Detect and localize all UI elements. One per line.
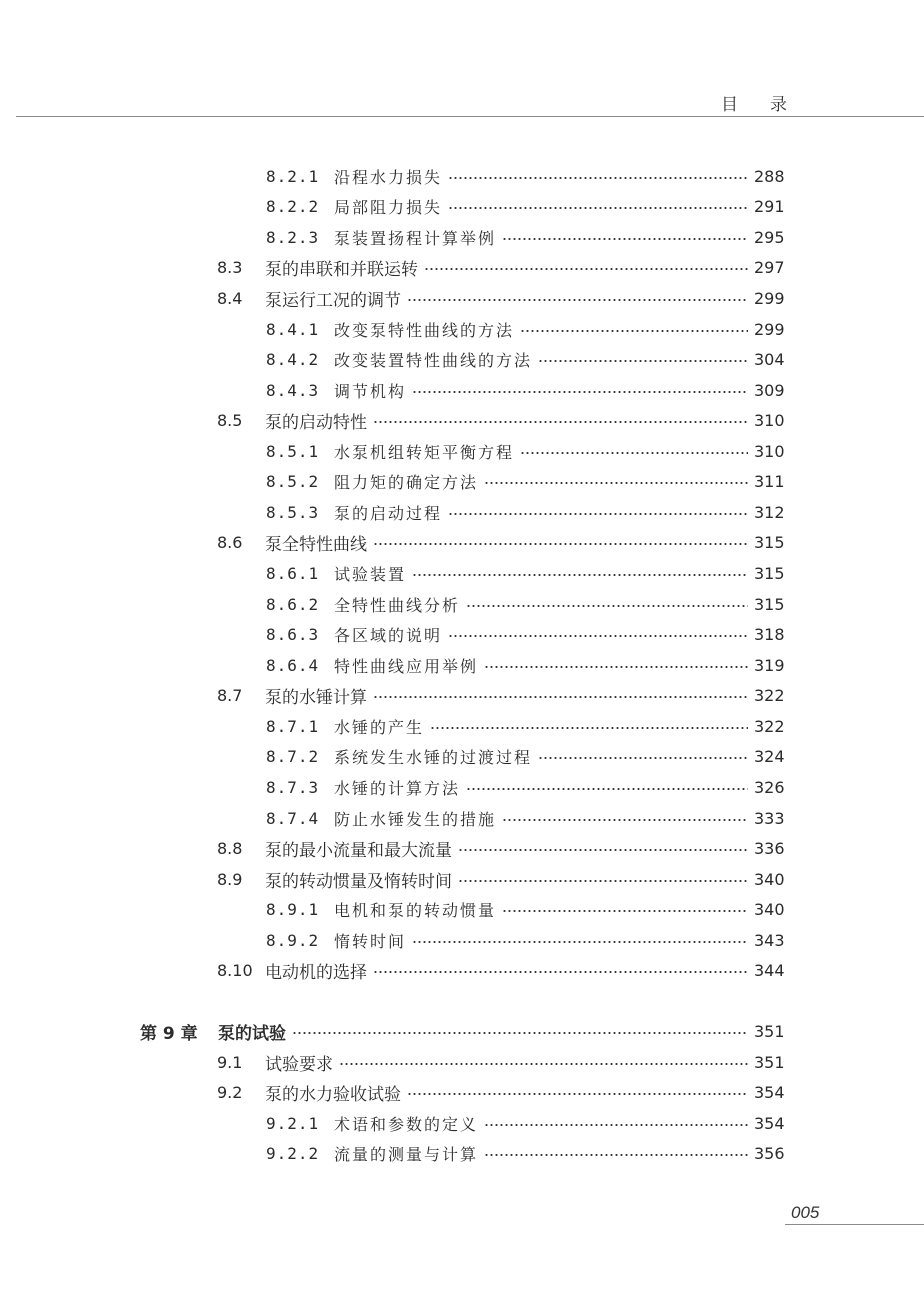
toc-entry-page: 304 <box>754 349 785 369</box>
toc-entry-title: 试验要求 <box>265 1054 333 1075</box>
toc-section-entry[interactable] <box>217 254 784 280</box>
toc-subsection-entry[interactable] <box>266 805 784 831</box>
toc-entry-page: 340 <box>754 899 785 919</box>
toc-section-entry[interactable] <box>217 285 784 311</box>
toc-entry-title: 各区域的说明 <box>334 625 443 645</box>
toc-section-entry[interactable] <box>217 957 784 983</box>
dot-leader <box>466 605 748 607</box>
toc-entry-title: 泵的试验 <box>218 1023 286 1044</box>
toc-entry-page: 310 <box>754 410 785 430</box>
dot-leader <box>458 880 748 882</box>
toc-entry-number: 8.8 <box>217 838 243 858</box>
toc-entry-title: 泵全特性曲线 <box>265 534 367 555</box>
toc-entry-number: 8.2.3 <box>266 227 320 247</box>
toc-entry-title: 电动机的选择 <box>265 962 367 983</box>
toc-subsection-entry[interactable] <box>266 377 784 403</box>
dot-leader <box>373 971 748 973</box>
toc-entry-page: 310 <box>754 441 785 461</box>
toc-entry-number: 8.7 <box>217 685 243 705</box>
toc-entry-page: 315 <box>754 563 785 583</box>
toc-entry-number: 8.5.2 <box>266 471 320 491</box>
toc-entry-page: 288 <box>754 166 785 186</box>
dot-leader <box>448 177 748 179</box>
toc-subsection-entry[interactable] <box>266 1110 784 1136</box>
dot-leader <box>484 1124 748 1126</box>
toc-entry-number: 8.4 <box>217 288 243 308</box>
toc-entry-number: 9.2.1 <box>266 1113 320 1133</box>
toc-entry-title: 水泵机组转矩平衡方程 <box>334 442 515 462</box>
toc-entry-title: 调节机构 <box>334 381 407 401</box>
toc-chapter-entry[interactable] <box>140 1018 784 1044</box>
toc-entry-page: 318 <box>754 624 785 644</box>
dot-leader <box>520 330 748 332</box>
toc-entry-title: 泵装置扬程计算举例 <box>334 228 497 248</box>
toc-subsection-entry[interactable] <box>266 896 784 922</box>
dot-leader <box>448 635 748 637</box>
dot-leader <box>520 452 748 454</box>
toc-entry-title: 全特性曲线分析 <box>334 595 461 615</box>
dot-leader <box>373 421 748 423</box>
running-header <box>721 90 787 115</box>
toc-entry-number: 9.1 <box>217 1052 243 1072</box>
toc-entry-page: 336 <box>754 838 785 858</box>
dot-leader <box>538 360 748 362</box>
dot-leader <box>407 1093 748 1095</box>
toc-entry-title: 泵的水力验收试验 <box>265 1084 401 1105</box>
toc-entry-title: 水锤的产生 <box>334 717 425 737</box>
dot-leader <box>484 482 748 484</box>
toc-entry-number: 8.6.2 <box>266 594 320 614</box>
toc-subsection-entry[interactable] <box>266 713 784 739</box>
dot-leader <box>339 1063 748 1065</box>
toc-section-entry[interactable] <box>217 682 784 708</box>
toc-entry-title: 泵的启动过程 <box>334 503 443 523</box>
toc-section-entry[interactable] <box>217 1049 784 1075</box>
toc-entry-number: 8.7.3 <box>266 777 320 797</box>
dot-leader <box>448 207 748 209</box>
toc-section-entry[interactable] <box>217 407 784 433</box>
toc-entry-page: 319 <box>754 655 785 675</box>
header-title-left: 目 <box>721 95 738 115</box>
dot-leader <box>466 788 748 790</box>
toc-section-entry[interactable] <box>217 866 784 892</box>
toc-entry-page: 351 <box>754 1021 785 1041</box>
toc-entry-title: 沿程水力损失 <box>334 167 443 187</box>
header-title-right: 录 <box>770 95 787 115</box>
toc-entry-page: 295 <box>754 227 785 247</box>
toc-entry-number: 9.2 <box>217 1082 243 1102</box>
dot-leader <box>373 696 748 698</box>
toc-entry-page: 322 <box>754 685 785 705</box>
dot-leader <box>407 299 748 301</box>
toc-entry-number: 8.3 <box>217 257 243 277</box>
toc-subsection-entry[interactable] <box>266 193 784 219</box>
dot-leader <box>484 1154 748 1156</box>
dot-leader <box>502 819 748 821</box>
toc-entry-title: 泵运行工况的调节 <box>265 290 401 311</box>
toc-subsection-entry[interactable] <box>266 774 784 800</box>
page-number: 005 <box>791 1203 820 1222</box>
toc-entry-title: 试验装置 <box>334 564 407 584</box>
toc-entry-title: 改变装置特性曲线的方法 <box>334 350 533 370</box>
toc-entry-number: 8.7.1 <box>266 716 320 736</box>
toc-entry-number: 8.6.4 <box>266 655 320 675</box>
toc-entry-title: 泵的转动惯量及惰转时间 <box>265 871 452 892</box>
toc-subsection-entry[interactable] <box>266 499 784 525</box>
toc-entry-page: 354 <box>754 1082 785 1102</box>
toc-entry-number: 第 9 章 <box>140 1023 198 1044</box>
toc-entry-title: 流量的测量与计算 <box>334 1144 479 1164</box>
toc-entry-title: 改变泵特性曲线的方法 <box>334 320 515 340</box>
toc-entry-page: 356 <box>754 1143 785 1163</box>
toc-entry-number: 8.6.1 <box>266 563 320 583</box>
toc-section-entry[interactable] <box>217 835 784 861</box>
toc-entry-title: 阻力矩的确定方法 <box>334 472 479 492</box>
toc-section-entry[interactable] <box>217 529 784 555</box>
toc-entry-page: 326 <box>754 777 785 797</box>
toc-entry-page: 291 <box>754 196 785 216</box>
toc-entry-title: 泵的最小流量和最大流量 <box>265 840 452 861</box>
toc-entry-page: 344 <box>754 960 785 980</box>
toc-entry-title: 特性曲线应用举例 <box>334 656 479 676</box>
toc-entry-number: 8.2.2 <box>266 196 320 216</box>
toc-entry-number: 8.10 <box>217 960 253 980</box>
dot-leader <box>292 1032 748 1034</box>
toc-entry-number: 8.7.2 <box>266 746 320 766</box>
dot-leader <box>430 727 748 729</box>
toc-subsection-entry[interactable] <box>266 743 784 769</box>
dot-leader <box>412 941 748 943</box>
toc-entry-page: 324 <box>754 746 785 766</box>
toc-subsection-entry[interactable] <box>266 927 784 953</box>
toc-entry-title: 防止水锤发生的措施 <box>334 809 497 829</box>
toc-entry-page: 354 <box>754 1113 785 1133</box>
toc-entry-title: 局部阻力损失 <box>334 197 443 217</box>
toc-entry-page: 309 <box>754 380 785 400</box>
toc-subsection-entry[interactable] <box>266 163 784 189</box>
toc-entry-title: 系统发生水锤的过渡过程 <box>334 747 533 767</box>
toc-entry-number: 9.2.2 <box>266 1143 320 1163</box>
toc-subsection-entry[interactable] <box>266 468 784 494</box>
dot-leader <box>373 543 748 545</box>
footer-divider <box>785 1224 924 1225</box>
toc-entry-number: 8.5.1 <box>266 441 320 461</box>
toc-subsection-entry[interactable] <box>266 652 784 678</box>
toc-entry-page: 299 <box>754 288 785 308</box>
dot-leader <box>412 574 748 576</box>
toc-entry-title: 惰转时间 <box>334 931 407 951</box>
toc-entry-title: 水锤的计算方法 <box>334 778 461 798</box>
toc-entry-page: 340 <box>754 869 785 889</box>
toc-entry-page: 315 <box>754 594 785 614</box>
toc-subsection-entry[interactable] <box>266 591 784 617</box>
toc-subsection-entry[interactable] <box>266 346 784 372</box>
toc-entry-number: 8.4.2 <box>266 349 320 369</box>
toc-entry-number: 8.9.2 <box>266 930 320 950</box>
toc-entry-page: 315 <box>754 532 785 552</box>
toc-entry-page: 311 <box>754 471 785 491</box>
toc-entry-page: 299 <box>754 319 785 339</box>
toc-entry-page: 351 <box>754 1052 785 1072</box>
dot-leader <box>502 910 748 912</box>
dot-leader <box>412 391 748 393</box>
dot-leader <box>502 238 748 240</box>
toc-subsection-entry[interactable] <box>266 621 784 647</box>
header-divider <box>16 116 924 117</box>
toc-entry-page: 343 <box>754 930 785 950</box>
dot-leader <box>458 849 748 851</box>
dot-leader <box>448 513 748 515</box>
dot-leader <box>538 757 748 759</box>
toc-subsection-entry[interactable] <box>266 316 784 342</box>
toc-entry-number: 8.6.3 <box>266 624 320 644</box>
dot-leader <box>484 666 748 668</box>
toc-entry-title: 泵的水锤计算 <box>265 687 367 708</box>
toc-subsection-entry[interactable] <box>266 560 784 586</box>
toc-entry-page: 297 <box>754 257 785 277</box>
toc-entry-title: 泵的串联和并联运转 <box>265 259 418 280</box>
toc-entry-number: 8.4.1 <box>266 319 320 339</box>
toc-entry-page: 312 <box>754 502 785 522</box>
toc-subsection-entry[interactable] <box>266 438 784 464</box>
toc-subsection-entry[interactable] <box>266 224 784 250</box>
toc-section-entry[interactable] <box>217 1079 784 1105</box>
toc-entry-number: 8.9.1 <box>266 899 320 919</box>
toc-entry-title: 电机和泵的转动惯量 <box>334 900 497 920</box>
toc-entry-number: 8.5.3 <box>266 502 320 522</box>
toc-entry-page: 333 <box>754 808 785 828</box>
toc-entry-number: 8.5 <box>217 410 243 430</box>
toc-entry-number: 8.7.4 <box>266 808 320 828</box>
toc-entry-number: 8.2.1 <box>266 166 320 186</box>
toc-subsection-entry[interactable] <box>266 1140 784 1166</box>
dot-leader <box>424 268 748 270</box>
toc-entry-page: 322 <box>754 716 785 736</box>
toc-entry-number: 8.4.3 <box>266 380 320 400</box>
toc-entry-title: 泵的启动特性 <box>265 412 367 433</box>
toc-entry-number: 8.6 <box>217 532 243 552</box>
toc-entry-number: 8.9 <box>217 869 243 889</box>
toc-entry-title: 术语和参数的定义 <box>334 1114 479 1134</box>
